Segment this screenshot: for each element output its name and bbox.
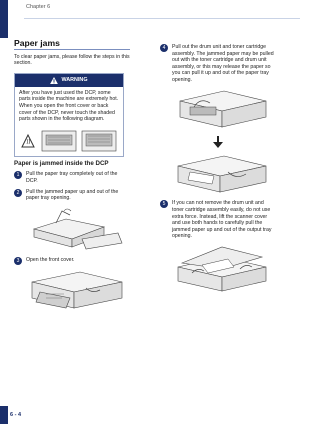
scanner-cover-illustration bbox=[172, 243, 276, 296]
warning-text: After you have just used the DCP, some parts inside the machine are extremely hot. When you open the front cover or back cover of the DCP, never touch the shaded parts shown in the following diagram. bbox=[19, 89, 119, 123]
subsection-title: Paper is jammed inside the DCP bbox=[14, 159, 109, 167]
right-column bbox=[160, 40, 276, 296]
step-2 bbox=[14, 189, 130, 202]
chapter-label: Chapter 6 bbox=[26, 4, 51, 10]
step-number: 2 bbox=[14, 189, 22, 197]
page-number: 6 - 4 bbox=[10, 412, 22, 418]
footer-tab bbox=[0, 406, 8, 424]
down-arrow-icon bbox=[160, 136, 276, 151]
step-number: 5 bbox=[160, 200, 168, 208]
warning-header bbox=[15, 74, 123, 87]
step-number: 4 bbox=[160, 44, 168, 52]
step-5 bbox=[160, 200, 276, 240]
warning-icon bbox=[50, 77, 58, 84]
step-number: 1 bbox=[14, 171, 22, 179]
chapter-tab bbox=[0, 0, 8, 38]
section-title: Paper jams bbox=[14, 40, 130, 50]
step-text: Pull the jammed paper up and out of the paper tray opening. bbox=[26, 188, 119, 202]
paper-tray-illustration bbox=[26, 205, 130, 254]
step-text: Open the front cover. bbox=[26, 257, 75, 264]
step-text: If you can not remove the drum unit and toner cartridge assembly easily, do not use extra force. Instead, lift the scanner cover and use both hands to carefully pull the jammed paper up and out of the output tray opening. bbox=[172, 200, 272, 240]
warning-box bbox=[14, 73, 124, 157]
step-text: Pull the paper tray completely out of the DCP. bbox=[26, 171, 118, 184]
drum-removal-illustration bbox=[172, 87, 276, 134]
step-number: 3 bbox=[14, 257, 22, 265]
warning-label: WARNING bbox=[61, 76, 88, 83]
hot-parts-diagram bbox=[18, 127, 120, 153]
step-1 bbox=[14, 171, 130, 184]
step-3 bbox=[14, 257, 130, 265]
step-4 bbox=[160, 44, 276, 84]
left-column bbox=[14, 40, 130, 315]
step-text: Pull out the drum unit and toner cartridge assembly. The jammed paper may be pulled out with the toner cartridge and drum unit assembly, or this may release the paper so you can pull it up and out of the paper tray opening. bbox=[172, 44, 274, 83]
paper-pull-illustration bbox=[172, 154, 276, 197]
header-rule bbox=[24, 18, 300, 19]
section-intro: To clear paper jams, please follow the steps in this section. bbox=[14, 53, 130, 67]
front-cover-illustration bbox=[26, 268, 130, 315]
